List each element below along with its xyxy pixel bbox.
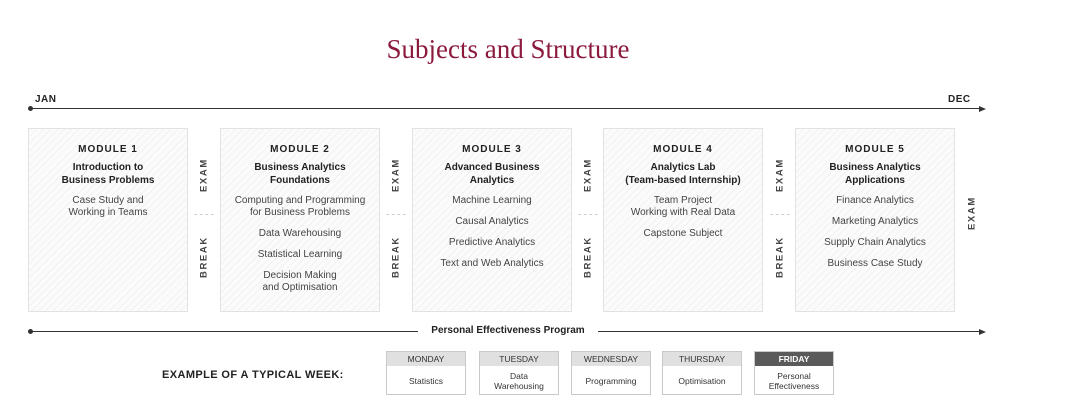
day-name: MONDAY xyxy=(387,352,465,366)
week-label: EXAMPLE OF A TYPICAL WEEK: xyxy=(162,369,344,381)
module-item: Text and Web Analytics xyxy=(440,258,544,269)
exam-label: EXAM xyxy=(774,158,786,192)
separator-divider xyxy=(386,214,406,215)
break-label: BREAK xyxy=(582,236,594,278)
timeline-start-label: JAN xyxy=(35,94,57,105)
program-label: Personal Effectiveness Program xyxy=(418,325,598,336)
day-monday xyxy=(386,351,466,395)
exam-label: EXAM xyxy=(390,158,402,192)
module-item: Causal Analytics xyxy=(455,216,529,227)
separator-2 xyxy=(386,128,406,312)
exam-label: EXAM xyxy=(582,158,594,192)
module-item: Team Project Working with Real Data xyxy=(630,195,736,218)
day-subject: Personal Effectiveness xyxy=(768,370,820,391)
module-5 xyxy=(795,128,955,312)
timeline-end-label: DEC xyxy=(948,94,971,105)
break-label: BREAK xyxy=(390,236,402,278)
module-number: MODULE 5 xyxy=(845,144,905,155)
module-number: MODULE 2 xyxy=(270,144,330,155)
module-3 xyxy=(412,128,572,312)
separator-1 xyxy=(194,128,214,312)
module-1 xyxy=(28,128,188,312)
module-name: Business Analytics Applications xyxy=(829,162,921,186)
separator-3 xyxy=(578,128,598,312)
module-item: Predictive Analytics xyxy=(448,237,536,248)
day-name: THURSDAY xyxy=(663,352,741,366)
program-arrow-icon xyxy=(979,329,986,335)
separator-final xyxy=(962,128,982,312)
day-name: TUESDAY xyxy=(480,352,558,366)
day-friday xyxy=(754,351,834,395)
module-item: Statistical Learning xyxy=(257,249,343,260)
day-tuesday xyxy=(479,351,559,395)
day-subject: Data Warehousing xyxy=(494,370,544,391)
module-item: Data Warehousing xyxy=(258,228,342,239)
exam-label: EXAM xyxy=(198,158,210,192)
module-name: Business Analytics Foundations xyxy=(254,162,346,186)
day-subject: Programming xyxy=(585,375,637,386)
module-item: Decision Making and Optimisation xyxy=(262,270,338,293)
day-thursday xyxy=(662,351,742,395)
module-name: Introduction to Business Problems xyxy=(61,162,155,186)
break-label: BREAK xyxy=(774,236,786,278)
separator-divider xyxy=(770,214,790,215)
module-number: MODULE 1 xyxy=(78,144,138,155)
day-name: FRIDAY xyxy=(755,352,833,366)
separator-divider xyxy=(194,214,214,215)
break-label: BREAK xyxy=(198,236,210,278)
module-item: Computing and Programming for Business Problems xyxy=(234,195,366,218)
module-item: Capstone Subject xyxy=(643,228,723,239)
module-item: Marketing Analytics xyxy=(831,216,919,227)
day-subject: Statistics xyxy=(408,375,443,386)
module-item: Machine Learning xyxy=(452,195,532,206)
separator-divider xyxy=(578,214,598,215)
day-name: WEDNESDAY xyxy=(572,352,650,366)
module-number: MODULE 3 xyxy=(462,144,522,155)
module-name: Analytics Lab (Team-based Internship) xyxy=(625,162,741,186)
module-4 xyxy=(603,128,763,312)
separator-4 xyxy=(770,128,790,312)
module-name: Advanced Business Analytics xyxy=(444,162,540,186)
module-2 xyxy=(220,128,380,312)
timeline-arrow-icon xyxy=(979,106,986,112)
module-item: Supply Chain Analytics xyxy=(824,237,926,248)
timeline-line xyxy=(30,108,980,109)
module-item: Case Study and Working in Teams xyxy=(68,195,148,218)
module-number: MODULE 4 xyxy=(653,144,713,155)
day-subject: Optimisation xyxy=(678,375,726,386)
page-title: Subjects and Structure xyxy=(386,34,630,64)
day-wednesday xyxy=(571,351,651,395)
module-item: Finance Analytics xyxy=(836,195,914,206)
final-exam-label: EXAM xyxy=(966,196,978,230)
module-item: Business Case Study xyxy=(827,258,923,269)
